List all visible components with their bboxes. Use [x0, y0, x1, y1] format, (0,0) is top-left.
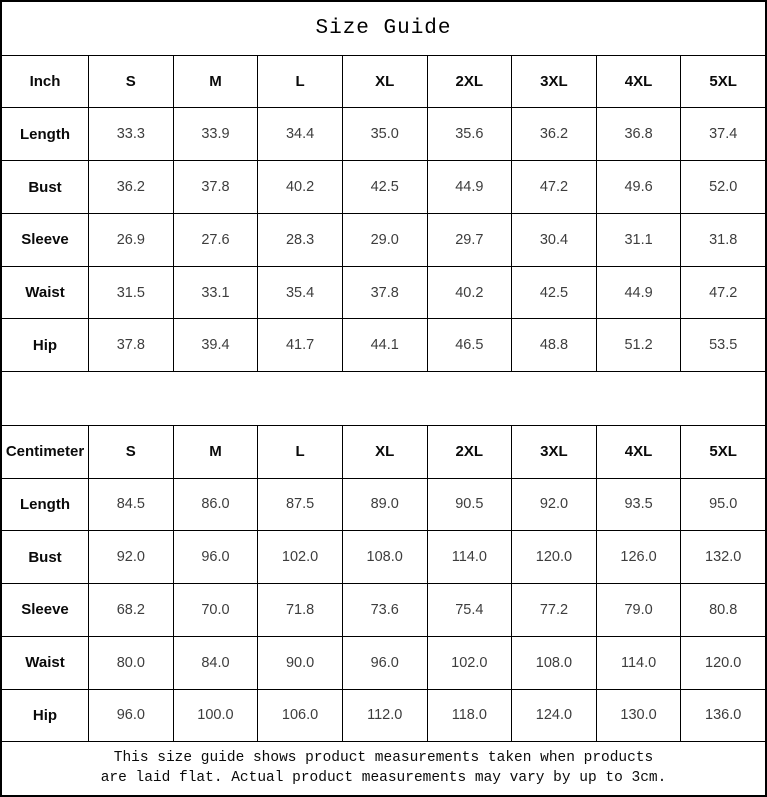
size-header-cell: 3XL [511, 56, 596, 108]
measurement-value-cell: 75.4 [427, 584, 512, 636]
measurement-value-cell: 96.0 [173, 531, 258, 583]
measurement-label-cell: Sleeve [21, 601, 69, 619]
measurement-value-cell: 108.0 [511, 637, 596, 689]
measurement-value-cell: 44.9 [596, 267, 681, 319]
size-header-cell: 4XL [596, 56, 681, 108]
measurement-value-cell: 80.0 [88, 637, 173, 689]
measurement-value-cell: 100.0 [173, 690, 258, 742]
size-header-cell: 5XL [680, 56, 765, 108]
measurement-value-cell: 49.6 [596, 161, 681, 213]
measurement-label-cell: Sleeve [21, 231, 69, 249]
measurement-value-cell: 37.8 [88, 319, 173, 371]
size-header-cell: L [257, 426, 342, 478]
measurement-value-cell: 52.0 [680, 161, 765, 213]
measurement-value-cell: 29.0 [342, 214, 427, 266]
measurement-value-cell: 39.4 [173, 319, 258, 371]
size-header-cell: M [173, 56, 258, 108]
measurement-value-cell: 34.4 [257, 108, 342, 160]
measurement-value-cell: 51.2 [596, 319, 681, 371]
measurement-value-cell: 96.0 [88, 690, 173, 742]
measurement-value-cell: 40.2 [427, 267, 512, 319]
measurement-value-cell: 89.0 [342, 479, 427, 531]
size-header-cell: XL [342, 56, 427, 108]
measurement-value-cell: 92.0 [511, 479, 596, 531]
footer-note [2, 741, 765, 795]
measurement-value-cell: 33.1 [173, 267, 258, 319]
measurement-value-cell: 102.0 [257, 531, 342, 583]
measurement-value-cell: 33.9 [173, 108, 258, 160]
measurement-value-cell: 118.0 [427, 690, 512, 742]
size-header-cell: 5XL [680, 426, 765, 478]
spacer-row [2, 371, 765, 425]
size-header-cell: XL [342, 426, 427, 478]
measurement-value-cell: 30.4 [511, 214, 596, 266]
measurement-value-cell: 37.8 [173, 161, 258, 213]
measurement-value-cell: 93.5 [596, 479, 681, 531]
measurement-row [2, 160, 765, 213]
measurement-value-cell: 120.0 [680, 637, 765, 689]
measurement-value-cell: 42.5 [342, 161, 427, 213]
title-row [2, 2, 765, 55]
size-header-row [2, 426, 765, 478]
measurement-value-cell: 36.8 [596, 108, 681, 160]
measurement-value-cell: 112.0 [342, 690, 427, 742]
measurement-value-cell: 53.5 [680, 319, 765, 371]
measurement-row [2, 530, 765, 583]
measurement-value-cell: 35.4 [257, 267, 342, 319]
unit-header-cell: Inch [29, 72, 61, 90]
measurement-value-cell: 92.0 [88, 531, 173, 583]
measurement-row [2, 318, 765, 371]
measurement-value-cell: 102.0 [427, 637, 512, 689]
measurement-value-cell: 124.0 [511, 690, 596, 742]
measurement-value-cell: 77.2 [511, 584, 596, 636]
measurement-value-cell: 106.0 [257, 690, 342, 742]
measurement-value-cell: 126.0 [596, 531, 681, 583]
measurement-value-cell: 36.2 [88, 161, 173, 213]
measurement-value-cell: 48.8 [511, 319, 596, 371]
footer-note-line-1: This size guide shows product measurements taken when products [113, 750, 654, 767]
measurement-label-cell: Bust [28, 548, 62, 566]
measurement-row [2, 689, 765, 742]
measurement-row [2, 266, 765, 319]
measurement-value-cell: 27.6 [173, 214, 258, 266]
measurement-value-cell: 29.7 [427, 214, 512, 266]
measurement-value-cell: 120.0 [511, 531, 596, 583]
measurement-row [2, 478, 765, 531]
size-header-cell: 4XL [596, 426, 681, 478]
footer-note-line-2: are laid flat. Actual product measurements may vary by up to 3cm. [100, 769, 667, 786]
size-header-cell: L [257, 56, 342, 108]
measurement-value-cell: 79.0 [596, 584, 681, 636]
measurement-value-cell: 35.6 [427, 108, 512, 160]
measurement-value-cell: 47.2 [511, 161, 596, 213]
measurement-label-cell: Bust [28, 178, 62, 196]
measurement-value-cell: 84.0 [173, 637, 258, 689]
measurement-value-cell: 87.5 [257, 479, 342, 531]
measurement-label-cell: Waist [25, 284, 65, 302]
measurement-value-cell: 37.8 [342, 267, 427, 319]
size-header-cell: 3XL [511, 426, 596, 478]
measurement-label-cell: Length [20, 125, 70, 143]
measurement-value-cell: 37.4 [680, 108, 765, 160]
measurement-label-cell: Hip [32, 706, 58, 724]
measurement-value-cell: 44.9 [427, 161, 512, 213]
measurement-value-cell: 46.5 [427, 319, 512, 371]
size-header-cell: M [173, 426, 258, 478]
measurement-row [2, 107, 765, 160]
inch-table [2, 55, 765, 372]
measurement-value-cell: 95.0 [680, 479, 765, 531]
measurement-value-cell: 90.0 [257, 637, 342, 689]
measurement-value-cell: 130.0 [596, 690, 681, 742]
size-header-row [2, 56, 765, 108]
measurement-value-cell: 36.2 [511, 108, 596, 160]
measurement-value-cell: 28.3 [257, 214, 342, 266]
size-header-cell: 2XL [427, 426, 512, 478]
measurement-label-cell: Hip [32, 336, 58, 354]
measurement-value-cell: 114.0 [596, 637, 681, 689]
centimeter-table [2, 425, 765, 742]
measurement-value-cell: 136.0 [680, 690, 765, 742]
measurement-label-cell: Length [20, 495, 70, 513]
measurement-value-cell: 31.5 [88, 267, 173, 319]
measurement-value-cell: 73.6 [342, 584, 427, 636]
measurement-value-cell: 68.2 [88, 584, 173, 636]
measurement-value-cell: 35.0 [342, 108, 427, 160]
measurement-value-cell: 71.8 [257, 584, 342, 636]
page-title: Size Guide [315, 16, 452, 40]
measurement-value-cell: 108.0 [342, 531, 427, 583]
measurement-value-cell: 80.8 [680, 584, 765, 636]
measurement-row [2, 636, 765, 689]
measurement-row [2, 583, 765, 636]
measurement-label-cell: Waist [25, 654, 65, 672]
measurement-value-cell: 90.5 [427, 479, 512, 531]
measurement-value-cell: 42.5 [511, 267, 596, 319]
unit-header-cell: Centimeter [5, 443, 85, 461]
size-header-cell: 2XL [427, 56, 512, 108]
measurement-value-cell: 47.2 [680, 267, 765, 319]
measurement-value-cell: 40.2 [257, 161, 342, 213]
measurement-value-cell: 26.9 [88, 214, 173, 266]
measurement-row [2, 213, 765, 266]
measurement-value-cell: 41.7 [257, 319, 342, 371]
measurement-value-cell: 70.0 [173, 584, 258, 636]
measurement-value-cell: 31.8 [680, 214, 765, 266]
size-header-cell: S [88, 426, 173, 478]
size-header-cell: S [88, 56, 173, 108]
measurement-value-cell: 96.0 [342, 637, 427, 689]
measurement-value-cell: 132.0 [680, 531, 765, 583]
measurement-value-cell: 44.1 [342, 319, 427, 371]
measurement-value-cell: 33.3 [88, 108, 173, 160]
measurement-value-cell: 86.0 [173, 479, 258, 531]
measurement-value-cell: 84.5 [88, 479, 173, 531]
measurement-value-cell: 31.1 [596, 214, 681, 266]
measurement-value-cell: 114.0 [427, 531, 512, 583]
